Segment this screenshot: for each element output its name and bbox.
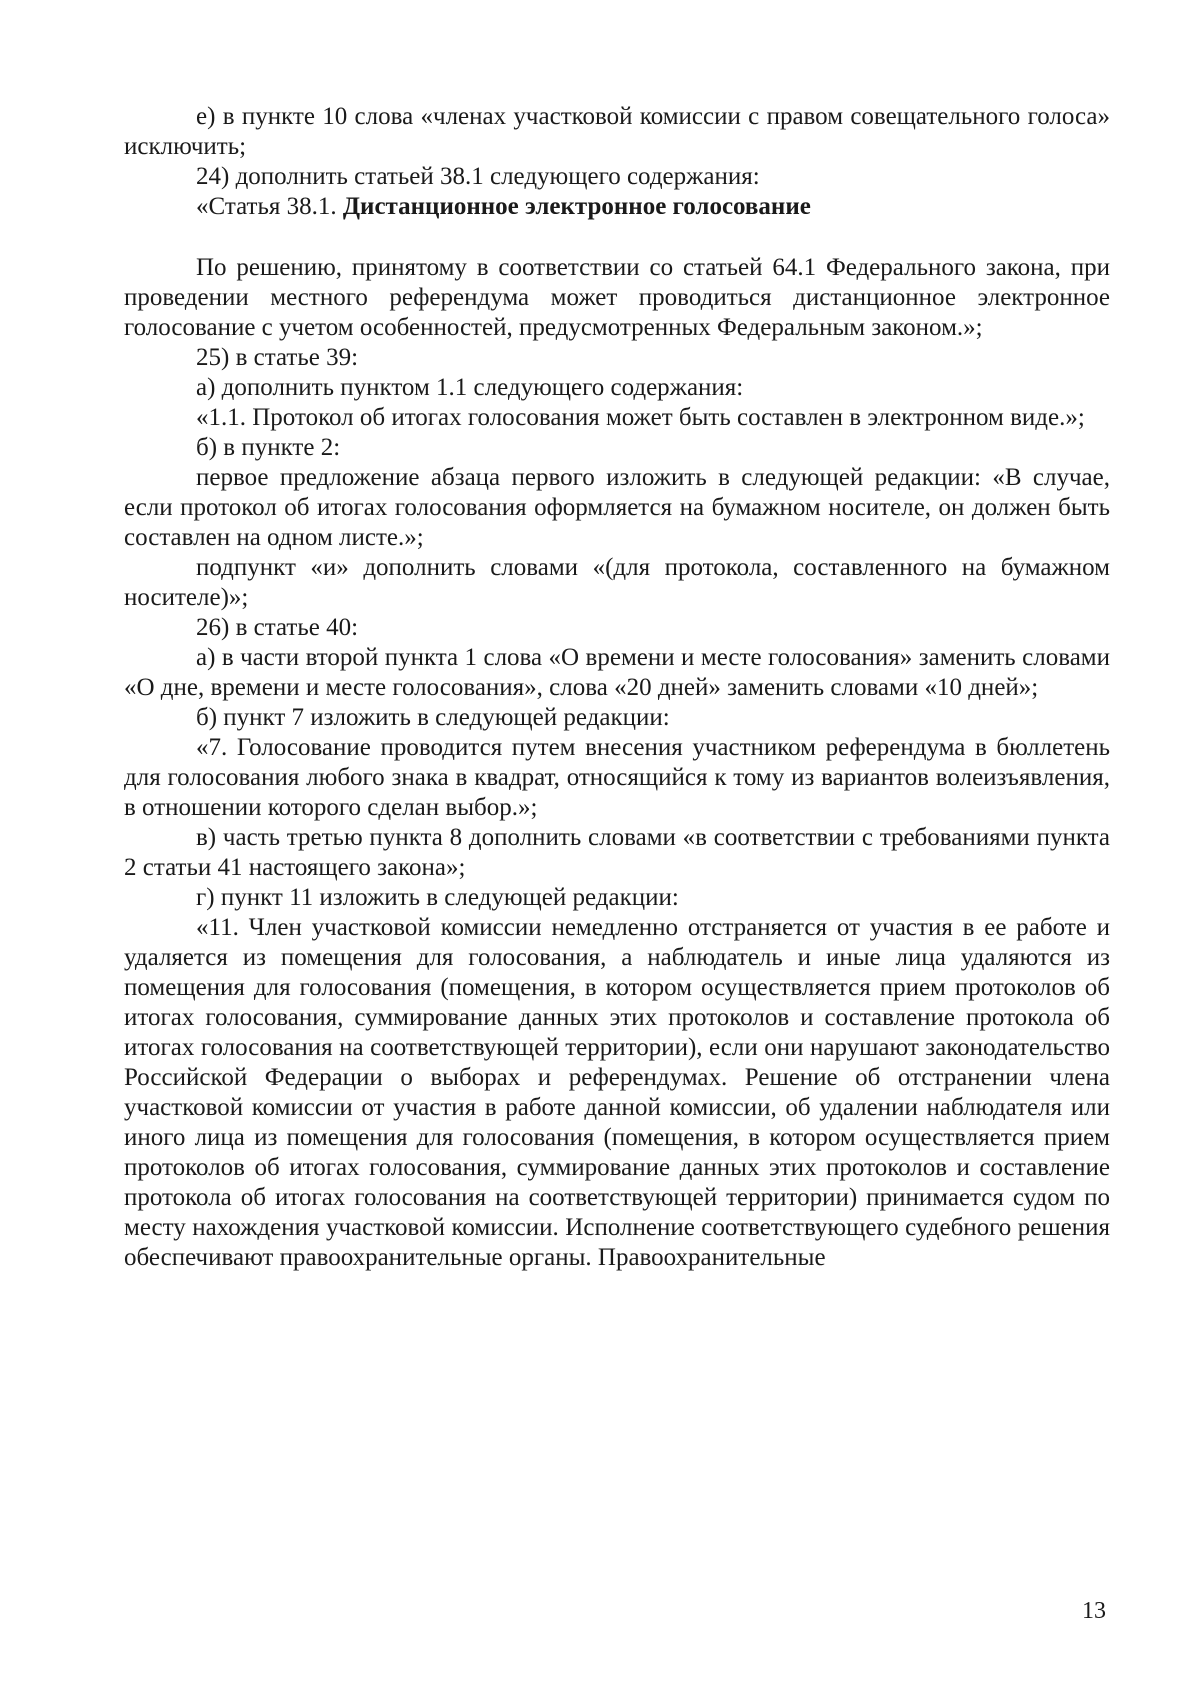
paragraph-punkt-7: «7. Голосование проводится путем внесения участником референдума в бюллетень для голосования любого знака в квадрат, относящийся к тому из вариантов волеизъявления, в отношении которого сделан выбор.»;	[124, 734, 1110, 821]
paragraph-item-26-g: г) пункт 11 изложить в следующей редакции:	[196, 884, 679, 911]
paragraph-item-e-punkt-10: е) в пункте 10 слова «членах участковой комиссии с правом совещательного голоса» исключить;	[124, 103, 1110, 160]
paragraph-item-25-a: а) дополнить пунктом 1.1 следующего содержания:	[196, 374, 744, 401]
paragraph-spacer	[124, 222, 1110, 253]
paragraph-item-25: 25) в статье 39:	[196, 344, 359, 371]
paragraph-podpunkt-i: подпункт «и» дополнить словами «(для протокола, составленного на бумажном носителе)»;	[124, 554, 1110, 611]
paragraph-item-24: 24) дополнить статьей 38.1 следующего содержания:	[196, 163, 760, 190]
paragraph-item-26-a: а) в части второй пункта 1 слова «О времени и месте голосования» заменить словами «О дне, времени и месте голосования», слова «20 дней» заменить словами «10 дней»;	[124, 644, 1110, 701]
paragraph-item-25-b: б) в пункте 2:	[196, 434, 341, 461]
article-38-1-title	[124, 192, 1110, 222]
paragraph-item-26-b: б) пункт 7 изложить в следующей редакции:	[196, 704, 670, 731]
paragraph-item-26-v: в) часть третью пункта 8 дополнить словами «в соответствии с требованиями пункта 2 статьи 41 настоящего закона»;	[124, 824, 1110, 881]
paragraph-punkt-1-1: «1.1. Протокол об итогах голосования может быть составлен в электронном виде.»;	[196, 404, 1085, 431]
paragraph-item-26: 26) в статье 40:	[196, 614, 359, 641]
article-38-1-heading: Дистанционное электронное голосование	[342, 193, 811, 220]
paragraph-first-sentence: первое предложение абзаца первого изложить в следующей редакции: «В случае, если протокол об итогах голосования оформляется на бумажном носителе, он должен быть составлен на одном листе.»;	[124, 464, 1110, 551]
paragraph-punkt-11: «11. Член участковой комиссии немедленно отстраняется от участия в ее работе и удаляется из помещения для голосования, а наблюдатель и иные лица удаляются из помещения для голосования (помещения, в котором осуществляется прием протоколов об итогах голосования, суммирование данных этих протоколов и составление протокола об итогах голосования на соответствующей территории), если они нарушают законодательство Российской Федерации о выборах и референдумах. Решение об отстранении члена участковой комиссии от участия в работе данной комиссии, об удалении наблюдателя или иного лица из помещения для голосования (помещения, в котором осуществляется прием протоколов об итогах голосования, суммирование данных этих протоколов и составление протокола об итогах голосования на соответствующей территории) принимается судом по месту нахождения участковой комиссии. Исполнение соответствующего судебного решения обеспечивают правоохранительные органы. Правоохранительные	[124, 914, 1110, 1271]
paragraph-article-38-1-body: По решению, принятому в соответствии со статьей 64.1 Федерального закона, при проведении местного референдума может проводиться дистанционное электронное голосование с учетом особенностей, предусмотренных Федеральным законом.»;	[124, 254, 1110, 341]
article-38-1-prefix: «Статья 38.1.	[196, 193, 343, 220]
document-body	[124, 102, 1110, 1273]
page-number: 13	[1082, 1598, 1106, 1624]
